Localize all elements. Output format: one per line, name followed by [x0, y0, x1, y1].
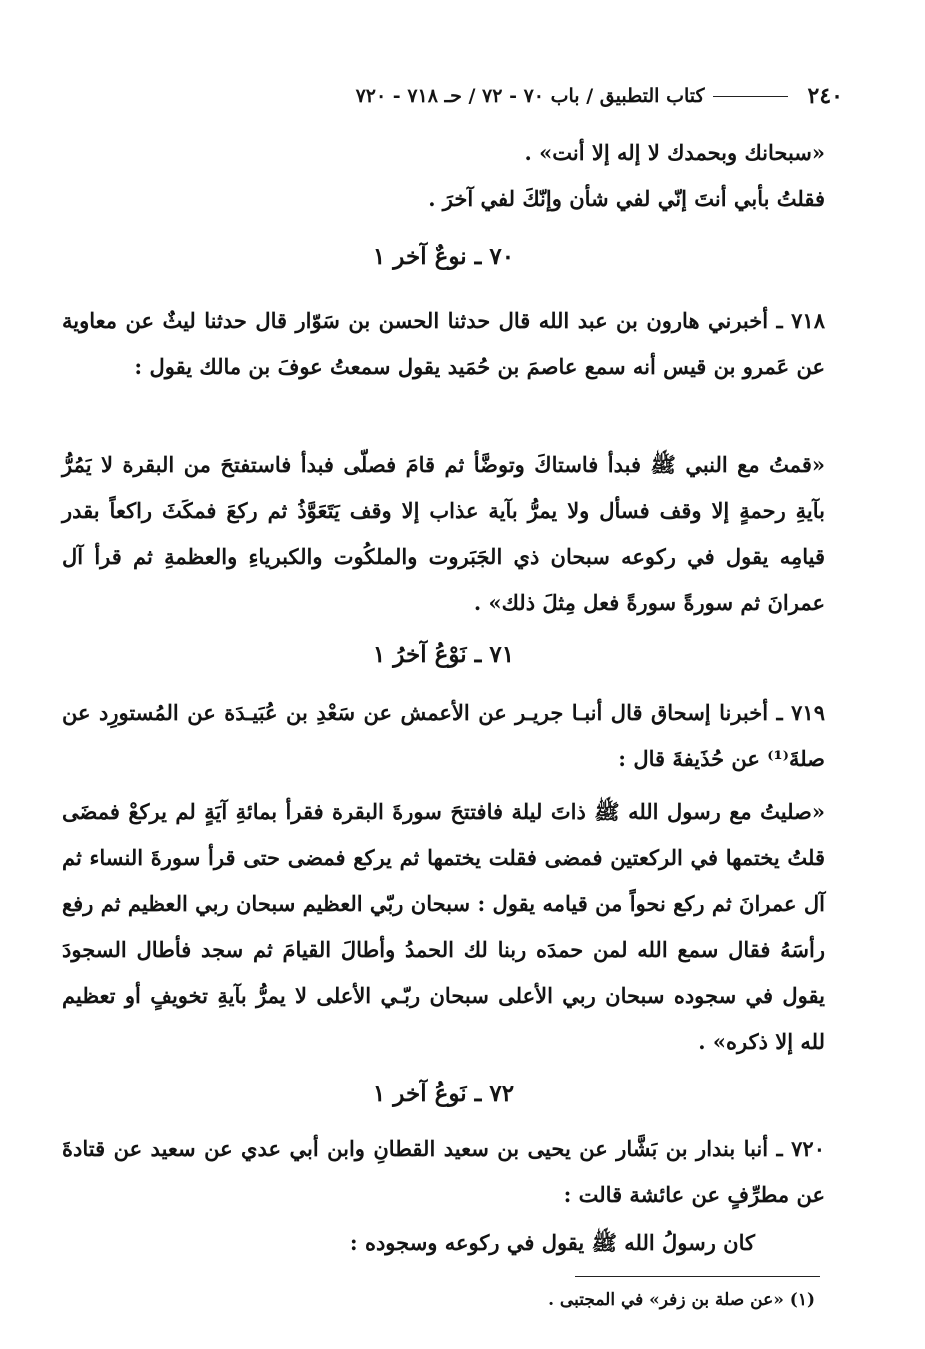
intro-line-1: «سبحانك وبحمدك لا إله إلا أنت» . — [524, 140, 825, 165]
header-rule — [713, 96, 788, 97]
intro-line-2: فقلتُ بأبي أنتَ إنّي لفي شأن وإنّكَ لفي آخرَ . — [428, 186, 825, 211]
hadith-718-isnad: ٧١٨ ـ أخبرني هارون بن عبد الله قال حدثنا الحسن بن سَوّار قال حدثنا ليثٌ عن معاوية عن عَمرو بن قيس أنه سمع عاصمَ بن حُمَيد يقول سمعتُ عوفَ بن مالك يقول : — [62, 308, 825, 379]
footnote-rule — [575, 1276, 820, 1277]
section-heading-71: ٧١ ـ نَوْعُ آخرُ ١ — [372, 641, 515, 668]
hadith-720-matn: كان رسولُ الله ﷺ يقول في ركوعه وسجوده : — [349, 1230, 755, 1255]
hadith-719-matn: «صليتُ مع رسول الله ﷺ ذاتَ ليلة فافتتحَ سورةَ البقرة فقرأ بمائةِ آيَةٍ لم يركعْ فمضَى قلتُ يختمها في الركعتين فمضى فقلت يختمها ثم يركع فمضى حتى قرأ سورةَ النساء ثم آل عمرانَ ثم ركع نحواً من قيامه يقول : سبحان ربّي العظيم سبحان ربي العظيم ثم رفع رأسَهُ فقال سمع الله لمن حمدَه ربنا لك الحمدُ وأطالَ القيامَ ثم سجد فأطال السجودَ يقول في سجوده سبحان ربي الأعلى سبحان ربّـي الأعلى لا يمرُّ بآيةِ تخويفٍ أو تعظيم لله إلا ذكره» . — [62, 799, 825, 1054]
page-number: ٢٤٠ — [807, 83, 843, 109]
section-heading-70: ٧٠ ـ نوعٌ آخر ١ — [372, 243, 515, 270]
section-heading-72: ٧٢ ـ نَوعُ آخر ١ — [372, 1080, 515, 1107]
intro-text — [62, 130, 825, 222]
footnote: (١) «عن صلة بن زفر» في المجتبى . — [548, 1290, 815, 1310]
hadith-718-matn: «قمتُ مع النبي ﷺ فبدأ فاستاكَ وتوضَّأ ثم قامَ فصلّى فبدأ فاستفتحَ من البقرة لا يَمُرُّ بآيةِ رحمةٍ إلا وقف فسأل ولا يمرُّ بآية عذاب إلا وقف يَتَعَوَّذُ ثم ركعَ فمكَثَ راكعاً بقدر قيامِه يقول في ركوعه سبحان ذي الجَبَروت والملكُوت والكبرياءِ والعظمةِ ثم قرأ آل عمرانَ ثم سورةً سورةً فعل مِثلَ ذلك» . — [62, 452, 825, 615]
hadith-719-isnad: ٧١٩ ـ أخبرنا إسحاق قال أنبـا جريـر عن الأعمش عن سَعْدِ بن عُبَيـدَة عن المُستورِد عن صلةَ⁽¹⁾ عن حُذَيفةَ قال : — [62, 700, 825, 771]
running-header — [70, 80, 843, 112]
hadith-720-isnad: ٧٢٠ ـ أنبا بندار بن بَشَّار عن يحيى بن سعيد القطانِ وابن أبي عدي عن سعيد عن قتادةَ عن مطرِّفٍ عن عائشة قالت : — [62, 1136, 825, 1207]
header-title: كتاب التطبيق / باب ٧٠ - ٧٢ / حـ ٧١٨ - ٧٢٠ — [355, 85, 705, 107]
